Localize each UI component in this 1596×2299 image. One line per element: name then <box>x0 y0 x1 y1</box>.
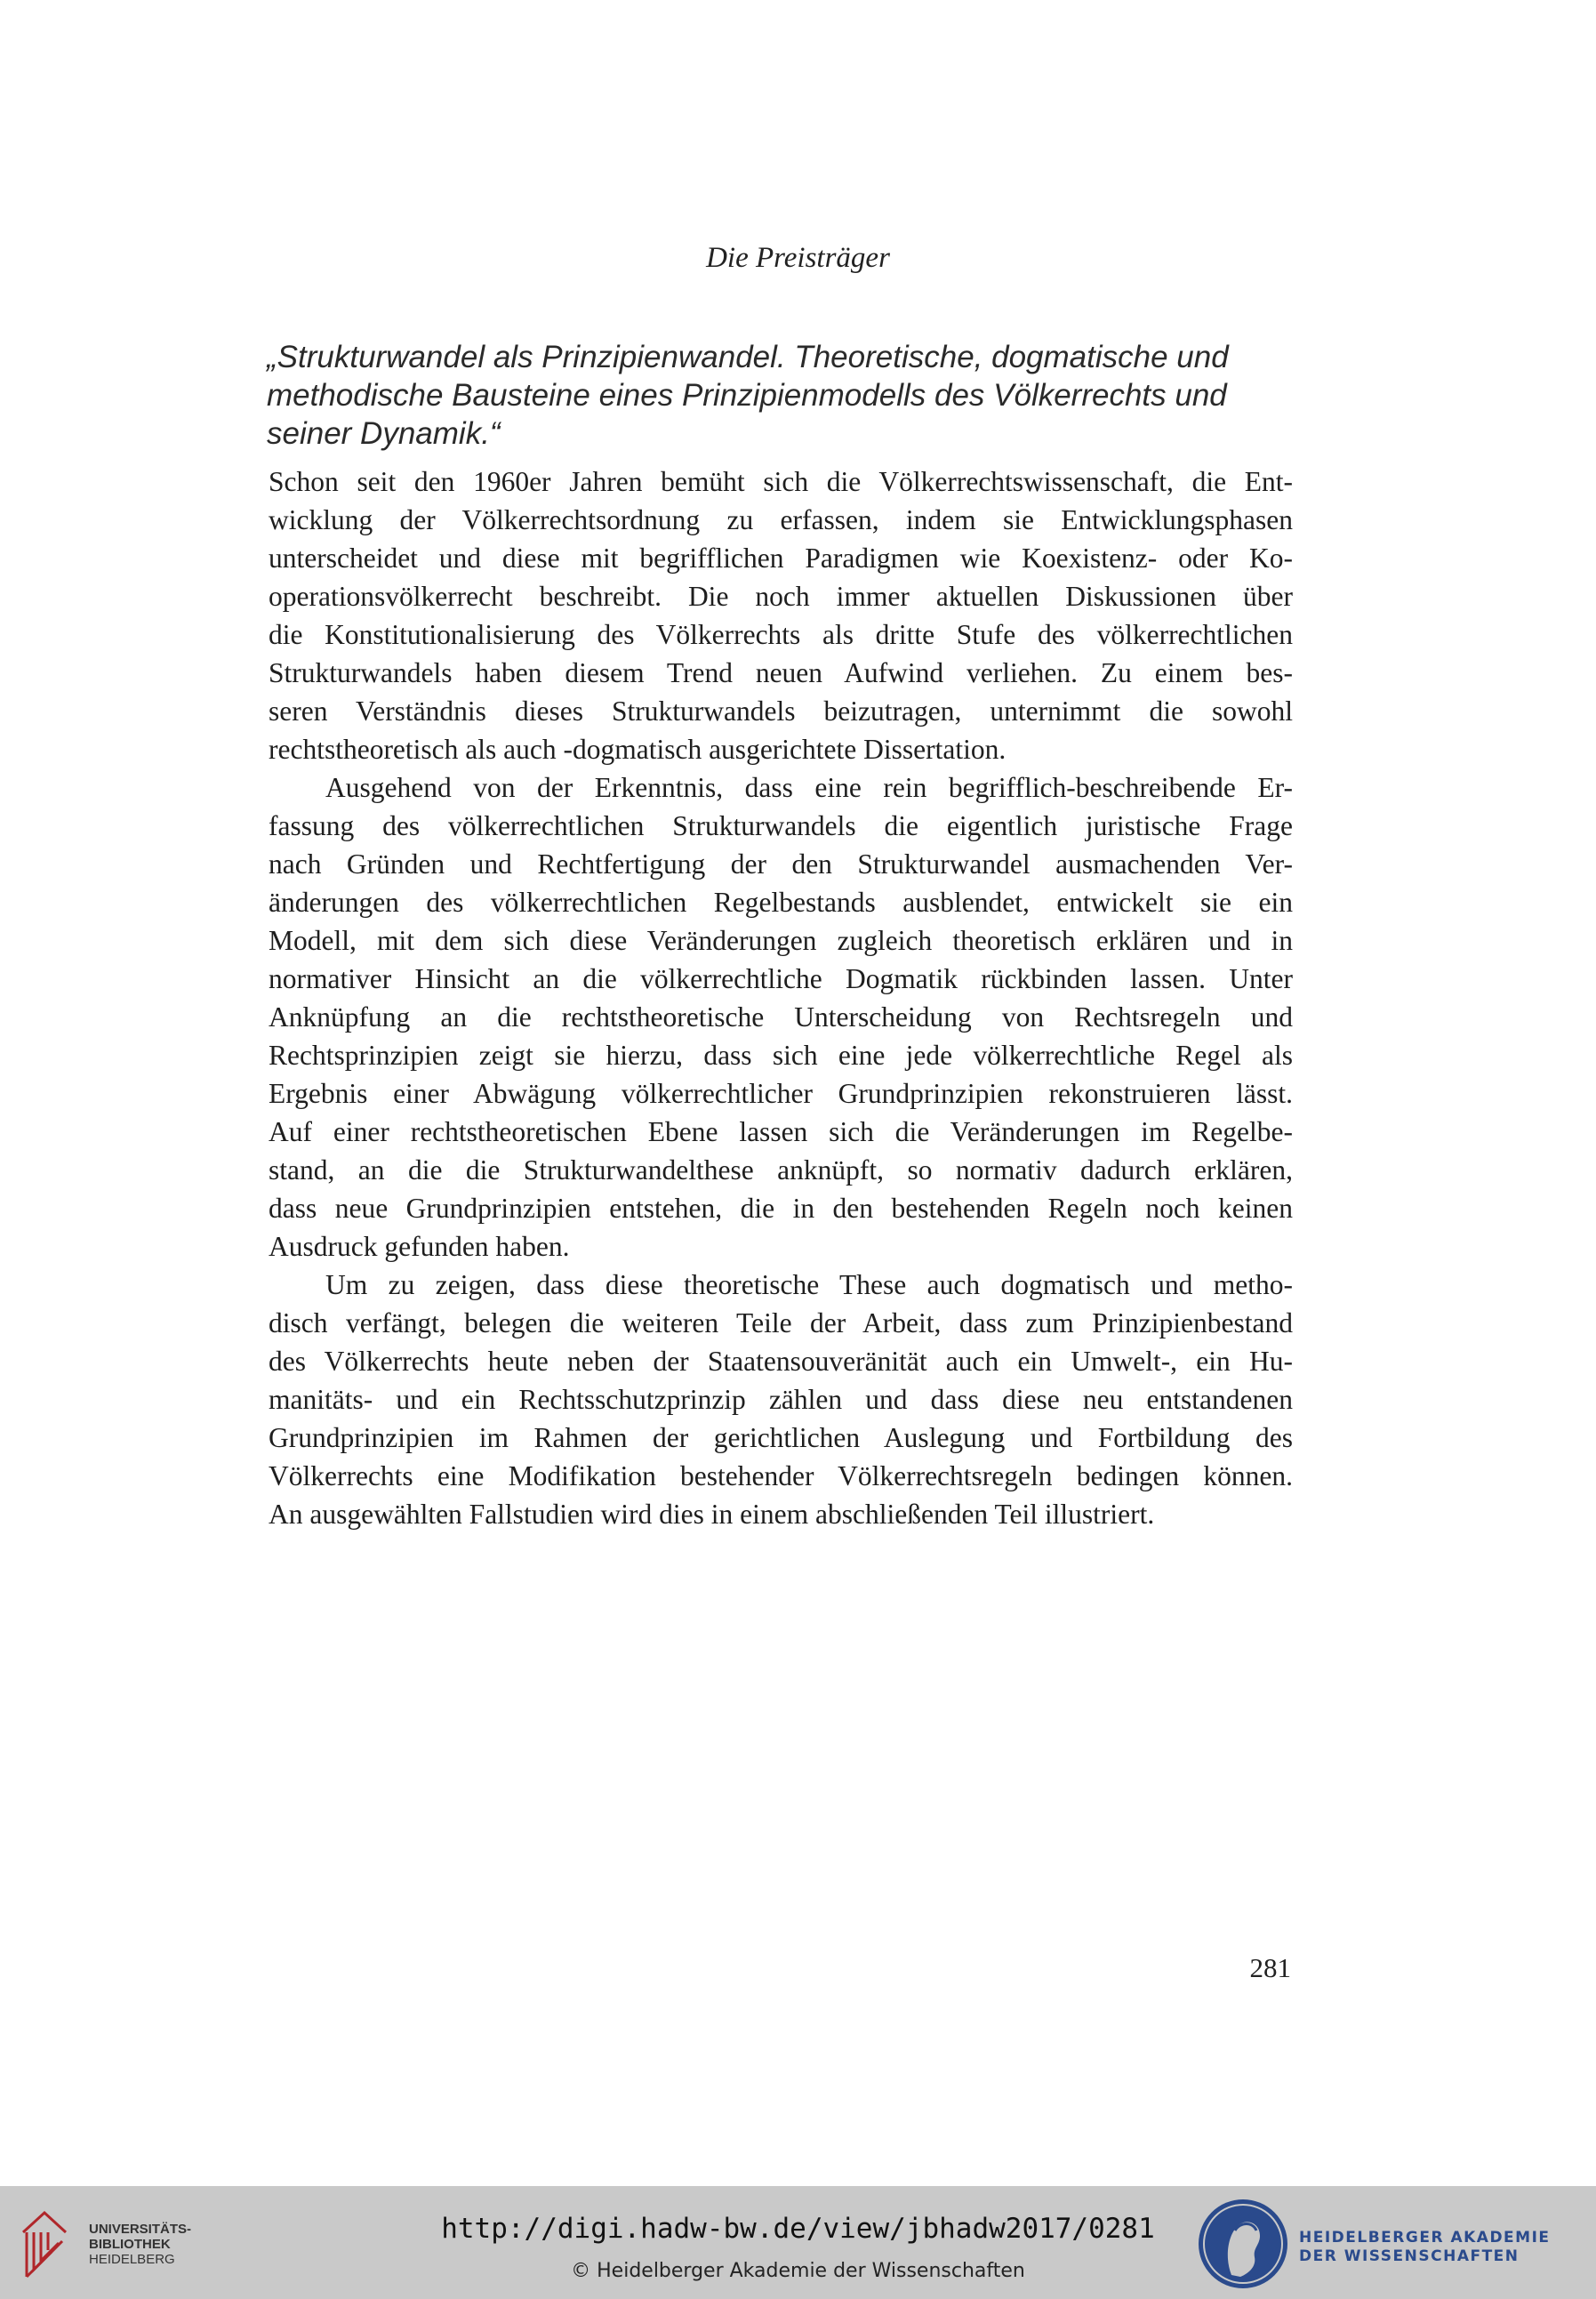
body-line: Um zu zeigen, dass diese theoretische These auch dogmatisch und metho- <box>325 1269 1293 1300</box>
ub-logo-line: BIBLIOTHEK <box>89 2237 171 2252</box>
body-line: stand, an die die Strukturwandelthese anknüpft, so normativ dadurch erklären, <box>269 1154 1293 1186</box>
hadw-seal-icon <box>1196 2195 1294 2293</box>
body-line: die Konstitutionalisierung des Völkerrechts als dritte Stufe des völkerrechtlichen <box>269 619 1293 650</box>
body-line: Anknüpfung an die rechtstheoretische Unterscheidung von Rechtsregeln und <box>269 1001 1293 1033</box>
body-line: rechtstheoretisch als auch -dogmatisch ausgerichtete Dissertation. <box>269 734 1007 765</box>
body-line: Auf einer rechtstheoretischen Ebene lassen sich die Veränderungen im Regelbe- <box>269 1116 1293 1147</box>
title-line: „Strukturwandel als Prinzipienwandel. Theoretische, dogmatische und <box>267 340 1229 374</box>
body-line: seren Verständnis dieses Strukturwandels beizutragen, unternimmt die sowohl <box>269 695 1293 727</box>
body-line: operationsvölkerrecht beschreibt. Die noch immer aktuellen Diskussionen über <box>269 581 1293 612</box>
hadw-logo-line: HEIDELBERGER AKADEMIE <box>1299 2229 1551 2247</box>
running-head: Die Preisträger <box>706 242 890 274</box>
body-line: änderungen des völkerrechtlichen Regelbestands ausblendet, entwickelt sie ein <box>269 887 1293 918</box>
hadw-logo-text <box>1299 2229 1551 2266</box>
body-line: fassung des völkerrechtlichen Strukturwandels die eigentlich juristische Frage <box>269 810 1293 841</box>
page-number: 281 <box>1249 1952 1291 1983</box>
citation-url-link[interactable]: http://digi.hadw-bw.de/view/jbhadw2017/0281 <box>441 2213 1155 2245</box>
hadw-logo[interactable] <box>1196 2195 1569 2293</box>
body-line: des Völkerrechts heute neben der Staatensouveränität auch ein Umwelt-, ein Hu- <box>269 1346 1293 1377</box>
body-line: Strukturwandels haben diesem Trend neuen Aufwind verliehen. Zu einem bes- <box>269 657 1293 688</box>
body-line: An ausgewählten Fallstudien wird dies in einem abschließenden Teil illustriert. <box>269 1499 1155 1530</box>
footer-bar <box>0 2186 1596 2299</box>
body-line: unterscheidet und diese mit begrifflichen Paradigmen wie Koexistenz- oder Ko- <box>269 543 1293 574</box>
body-line: nach Gründen und Rechtfertigung der den Strukturwandel ausmachenden Ver- <box>269 848 1293 880</box>
hadw-logo-line: DER WISSENSCHAFTEN <box>1299 2247 1520 2265</box>
body-line: Ausdruck gefunden haben. <box>269 1231 570 1262</box>
body-line: Grundprinzipien im Rahmen der gerichtlichen Auslegung und Fortbildung des <box>269 1422 1293 1453</box>
body-line: Ergebnis einer Abwägung völkerrechtlicher Grundprinzipien rekonstruieren lässt. <box>269 1078 1293 1109</box>
ub-logo-line: HEIDELBERG <box>89 2252 175 2267</box>
body-line: Schon seit den 1960er Jahren bemüht sich die Völkerrechtswissenschaft, die Ent- <box>269 466 1293 497</box>
body-line: Modell, mit dem sich diese Veränderungen zugleich theoretisch erklären und in <box>269 925 1293 956</box>
body-line: wicklung der Völkerrechtsordnung zu erfassen, indem sie Entwicklungsphasen <box>269 504 1293 535</box>
article-title <box>267 338 1316 453</box>
body-line: Rechtsprinzipien zeigt sie hierzu, dass sich eine jede völkerrechtliche Regel als <box>269 1040 1293 1071</box>
body-line: normativer Hinsicht an die völkerrechtliche Dogmatik rückbinden lassen. Unter <box>269 963 1293 994</box>
body-line: Völkerrechts eine Modifikation bestehender Völkerrechtsregeln bedingen können. <box>269 1460 1293 1491</box>
title-line: methodische Bausteine eines Prinzipienmodells des Völkerrechts und <box>267 378 1227 413</box>
title-line: seiner Dynamik.“ <box>267 416 501 451</box>
body-line: dass neue Grundprinzipien entstehen, die in den bestehenden Regeln noch keinen <box>269 1193 1293 1224</box>
body-text <box>269 462 1293 1533</box>
ub-logo-line: UNIVERSITÄTS- <box>89 2222 192 2237</box>
body-line: disch verfängt, belegen die weiteren Teile der Arbeit, dass zum Prinzipienbestand <box>269 1307 1293 1338</box>
copyright-notice: © Heidelberger Akademie der Wissenschaften <box>571 2260 1025 2282</box>
body-line: manitäts- und ein Rechtsschutzprinzip zählen und dass diese neu entstandenen <box>269 1384 1293 1415</box>
body-line: Ausgehend von der Erkenntnis, dass eine rein begrifflich-beschreibende Er- <box>325 772 1293 803</box>
